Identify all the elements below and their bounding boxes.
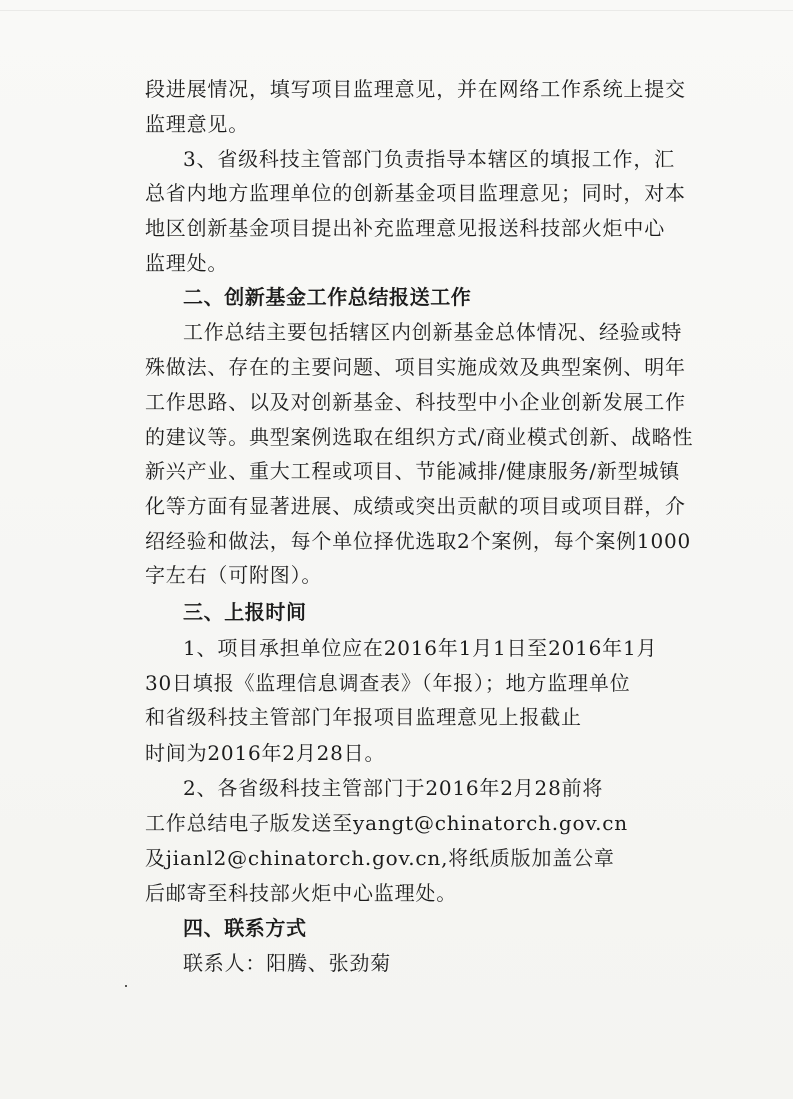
paragraph-line: 联系人：阳腾、张劲菊 — [183, 951, 391, 975]
paragraph-line: 工作思路、以及对创新基金、科技型中小企业创新发展工作 — [145, 390, 686, 414]
paragraph-line: 殊做法、存在的主要问题、项目实施成效及典型案例、明年 — [145, 355, 686, 379]
paragraph-line: 时间为2016年2月28日。 — [145, 741, 386, 765]
paragraph-line: 工作总结主要包括辖区内创新基金总体情况、经验或特 — [183, 320, 683, 344]
paragraph-line: 化等方面有显著进展、成绩或突出贡献的项目或项目群，介 — [145, 494, 686, 518]
paragraph-line: 监理意见。 — [145, 112, 249, 136]
page-top-edge — [0, 0, 793, 11]
paragraph-line: 后邮寄至科技部火炬中心监理处。 — [145, 881, 457, 905]
paragraph-line: 2、各省级科技主管部门于2016年2月28前将 — [183, 776, 604, 800]
section-heading: 三、上报时间 — [183, 600, 307, 624]
paragraph-line: 段进展情况，填写项目监理意见，并在网络工作系统上提交 — [145, 77, 686, 101]
paragraph-line: 3、省级科技主管部门负责指导本辖区的填报工作，汇 — [183, 147, 675, 171]
paragraph-line: 字左右（可附图）。 — [145, 563, 323, 587]
paragraph-line: 和省级科技主管部门年报项目监理意见上报截止 — [145, 705, 582, 729]
paragraph-line: 30日填报《监理信息调查表》（年报）；地方监理单位 — [145, 671, 631, 695]
paragraph-line: 绍经验和做法，每个单位择优选取2个案例，每个案例1000 — [145, 529, 692, 553]
paragraph-line: 地区创新基金项目提出补充监理意见报送科技部火炬中心 — [145, 216, 665, 240]
paragraph-line: 总省内地方监理单位的创新基金项目监理意见；同时，对本 — [145, 181, 686, 205]
scan-speck — [125, 985, 127, 987]
paragraph-line: 1、项目承担单位应在2016年1月1日至2016年1月 — [183, 636, 658, 660]
paragraph-line: 的建议等。典型案例选取在组织方式/商业模式创新、战略性 — [145, 425, 694, 449]
section-heading: 二、创新基金工作总结报送工作 — [183, 285, 472, 309]
paragraph-line: 新兴产业、重大工程或项目、节能减排/健康服务/新型城镇 — [145, 459, 681, 483]
paragraph-line: 监理处。 — [145, 251, 229, 275]
paragraph-line: 工作总结电子版发送至yangt@chinatorch.gov.cn — [145, 811, 628, 835]
paragraph-line: 及jianl2@chinatorch.gov.cn,将纸质版加盖公章 — [145, 846, 615, 870]
section-heading: 四、联系方式 — [183, 916, 307, 940]
